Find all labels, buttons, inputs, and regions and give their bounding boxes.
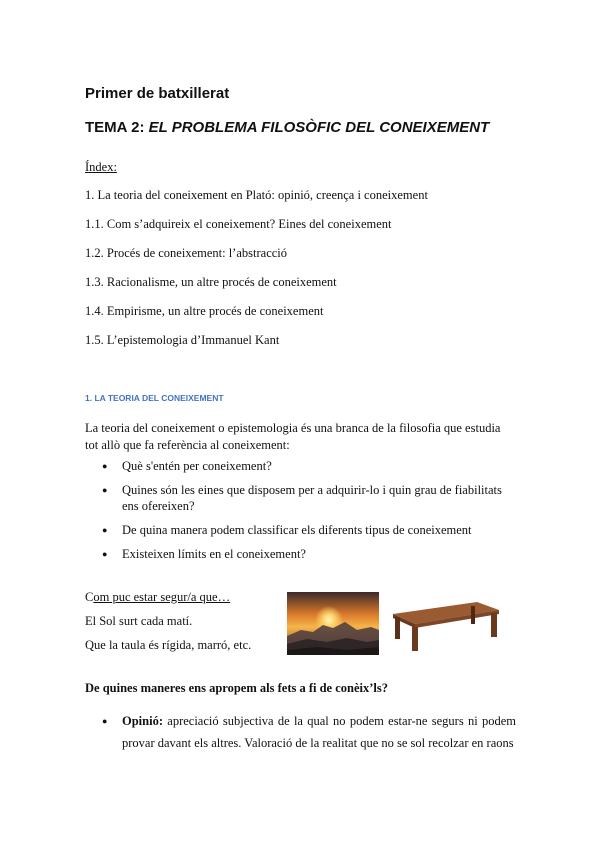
topic-title (85, 119, 489, 136)
list-item: ● Quines són les eines que disposem per a adquirir-lo i quin grau de fiabilitats ens ofereixen? (100, 482, 520, 514)
opinio-definition: apreciació subjectiva de la qual no podem estar-ne segurs ni podem provar davant els altres. Valoració de la realitat que no se sol recolzar en raons (122, 714, 516, 750)
toc-item: 1.1. Com s’adquireix el coneixement? Eines del coneixement (85, 217, 392, 231)
list-item: ● Existeixen límits en el coneixement? (100, 546, 520, 562)
approach-question: De quines maneres ens apropem als fets a fi de conèix’ls? (85, 681, 388, 695)
list-item: ● Què s'entén per coneixement? (100, 458, 520, 474)
list-item: ● De quina manera podem classificar els diferents tipus de coneixement (100, 522, 520, 538)
example-sun: El Sol surt cada matí. (85, 614, 193, 628)
example-table: Que la taula és rígida, marró, etc. (85, 638, 252, 652)
course-label: Primer de batxillerat (85, 85, 230, 102)
topic-prefix: TEMA 2: (85, 119, 149, 136)
bullet-dot: ● (102, 716, 108, 726)
index-label: Índex: (85, 160, 117, 174)
toc-item: 1.4. Empirisme, un altre procés de coneixement (85, 304, 324, 318)
section-heading: 1. LA TEORIA DEL CONEIXEMENT (85, 393, 224, 403)
question-list (100, 458, 520, 570)
how-certain-question: Com puc estar segur/a que… (85, 590, 231, 604)
opinio-item (100, 710, 516, 754)
topic-name: EL PROBLEMA FILOSÒFIC DEL CONEIXEMENT (148, 119, 490, 136)
toc-item: 1. La teoria del coneixement en Plató: opinió, creença i coneixement (85, 188, 428, 202)
toc-item: 1.2. Procés de coneixement: l’abstracció (85, 246, 288, 260)
wooden-table-image (385, 592, 503, 655)
toc-item: 1.5. L’epistemologia d’Immanuel Kant (85, 333, 280, 347)
intro-paragraph: La teoria del coneixement o epistemologia és una branca de la filosofia que estudia tot allò que fa referència al coneixement: (85, 421, 501, 452)
sunset-image (287, 592, 379, 655)
toc-item: 1.3. Racionalisme, un altre procés de coneixement (85, 275, 337, 289)
opinio-term: Opinió: (122, 714, 163, 728)
